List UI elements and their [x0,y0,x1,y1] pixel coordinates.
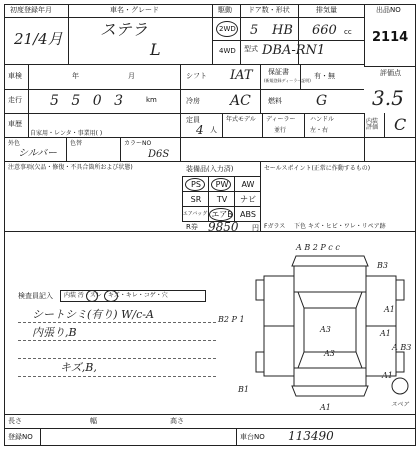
option-circle [86,290,98,302]
divider [364,4,365,66]
mileage-label: 走行 [8,96,22,104]
divider [234,176,235,221]
divider [182,206,260,207]
glass-legend: 下色 キズ・ヒビ・ワレ・リペア跡 [294,223,386,230]
handle-label: ハンドル [310,116,335,123]
diagram-mark: A1 [384,305,395,314]
diagram-mark: A1 [382,371,393,380]
drive-2wd: 2WD [219,25,236,33]
shift-label: シフト [186,72,207,80]
notes-label: 注意事項(欠品・修復・不具合箇所および状態) [8,164,133,171]
option-circle [104,290,118,302]
diagram-mark: B1 [238,385,249,394]
lot-label: 出品NO [376,6,401,14]
interior-value: C [394,115,407,134]
note-line [18,322,216,323]
grade-label: 評価点 [380,69,401,77]
grade-value: L [150,40,161,59]
divider [364,113,365,161]
handle-value: 左・右 [310,127,329,134]
divider [182,191,260,192]
history-options: 自家用・レンタ・事業用( ) [30,130,103,137]
fuel-value: G [316,93,328,109]
divider [384,113,385,137]
car-name-label: 車名・グレード [110,6,159,14]
doors-label: ドア数・形状 [248,6,290,14]
divider [180,64,181,162]
divider [212,4,213,64]
diagram-mark: B3 [377,261,388,270]
chassis-label: 車台NO [240,433,265,441]
drive-label: 駆動 [218,6,232,14]
divider [66,137,67,161]
body-value: HB [272,23,293,38]
recycle-value: 9850 [208,220,239,234]
fuel-label: 燃料 [268,97,282,105]
displacement-value: 660 [312,23,337,38]
diagram-mark: B2 P 1 [218,315,245,324]
divider [182,176,260,177]
drive-4wd: 4WD [219,47,236,55]
divider [300,64,301,90]
dealer-label: ディーラー [266,116,296,123]
diagram-mark: A3 [324,349,335,358]
divider [28,64,29,138]
parallel-label: 並行 [274,127,287,134]
inspector-note-2: 内張り,B [32,326,77,339]
rear-bumper-outline [292,386,368,396]
exterior-label: 外色 [8,140,21,147]
divider [260,64,261,90]
color-no-label: カラーNO [124,140,152,147]
spare-label: スペア [391,401,410,408]
ac-value: AC [230,93,251,109]
color-no-value: D6S [148,149,170,160]
hood-outline [294,266,366,292]
equipment-ps-circle [185,178,205,191]
divider [212,40,364,41]
divider [4,414,416,415]
history-label: 車歴 [8,120,22,128]
inspector-label: 検査員記入 [18,292,53,300]
changes-label: 年式モデル [226,116,256,123]
color-label: 色替 [70,140,83,147]
equipment-pw: PW [215,180,229,189]
displacement-label: 排気量 [316,6,337,14]
divider [260,161,261,231]
divider [4,64,364,65]
equipment-navi: ナビ [240,195,256,204]
doors-value: 5 [250,23,259,38]
reg-year-value: 21/4月 [14,30,63,48]
interior-label: 内装評価 [366,118,379,131]
shift-value: IAT [230,68,253,83]
spare-tire-outline [392,378,408,394]
mileage-value: 5 5 0 3 [50,93,127,109]
inspector-options: 内装 汚・スレ・キズ・キレ・コゲ・穴 [64,292,168,299]
ac-label: 冷房 [186,97,200,105]
equipment-aw: AW [241,180,255,189]
divider [4,113,364,114]
note-line [18,340,216,341]
warranty-sub: (新規登録ディーラー証明) [264,78,311,83]
warranty-value: 有・無 [314,72,335,80]
capacity-unit: 人 [210,126,217,134]
lot-number: 2114 [372,30,409,45]
divider [4,231,416,232]
equipment-label: 装備品(入力済) [186,165,234,173]
divider [260,89,261,113]
sales-point-label: セールスポイント(正常に作動するもの) [264,165,371,172]
diagram-mark: A1 [380,329,391,338]
divider [262,113,263,137]
divider [4,161,416,162]
glass-label: Fガラス [264,223,286,230]
width-label: 幅 [90,417,97,425]
car-diagram [218,236,420,414]
divider [304,113,305,137]
recycle-unit: 円 [252,224,259,232]
recycle-label: R券 [186,223,198,231]
divider [68,4,69,64]
equipment-airbag: エアバッグ [182,211,208,217]
note-line [18,376,216,377]
divider [236,428,237,446]
diagram-mark: A1 [320,403,331,412]
capacity-label: 定員 [186,116,200,124]
month-label: 月 [128,72,135,80]
divider [240,4,241,64]
warranty-label: 保証書 [268,68,289,76]
divider [364,66,416,67]
car-name-value: ステラ [100,20,148,39]
model-label: 型式 [244,45,258,53]
divider [222,113,223,137]
equipment-sr: SR [190,195,202,204]
height-label: 高さ [170,417,184,425]
equipment-abs: ABS [240,210,256,219]
reg-no-label: 登録NO [8,433,33,441]
diagram-mark: A3 [320,325,331,334]
chassis-value: 113490 [288,429,334,443]
equipment-airb: エアB [211,210,233,219]
length-label: 長さ [8,417,22,425]
reg-year-label: 初度登録年月 [10,6,52,14]
model-value: DBA-RN1 [262,43,326,58]
divider [4,428,416,429]
capacity-value: 4 [196,123,204,137]
trunk-outline [294,368,366,386]
inspector-note-3: キズ,B, [60,361,97,374]
equipment-pw-circle [211,178,231,191]
divider [4,89,364,90]
divider [40,428,41,446]
mileage-unit: km [146,96,157,104]
divider [4,17,364,18]
divider [120,137,121,161]
diagram-mark: A B3 [392,343,412,352]
equipment-ps: PS [191,180,201,189]
front-bumper-outline [292,256,368,266]
exterior-value: シルバー [18,148,58,159]
displacement-unit: cc [344,28,352,36]
equipment-tv: TV [216,195,228,204]
inspector-note-1: シートシミ(有り) W/c-A [32,308,154,321]
note-line [18,358,216,359]
year-label: 年 [72,72,79,80]
diagram-mark: A B 2 P c c [296,243,340,252]
grade-value: 3.5 [372,86,404,110]
inspection-label: 車検 [8,72,22,80]
windshield-outline [298,292,362,308]
